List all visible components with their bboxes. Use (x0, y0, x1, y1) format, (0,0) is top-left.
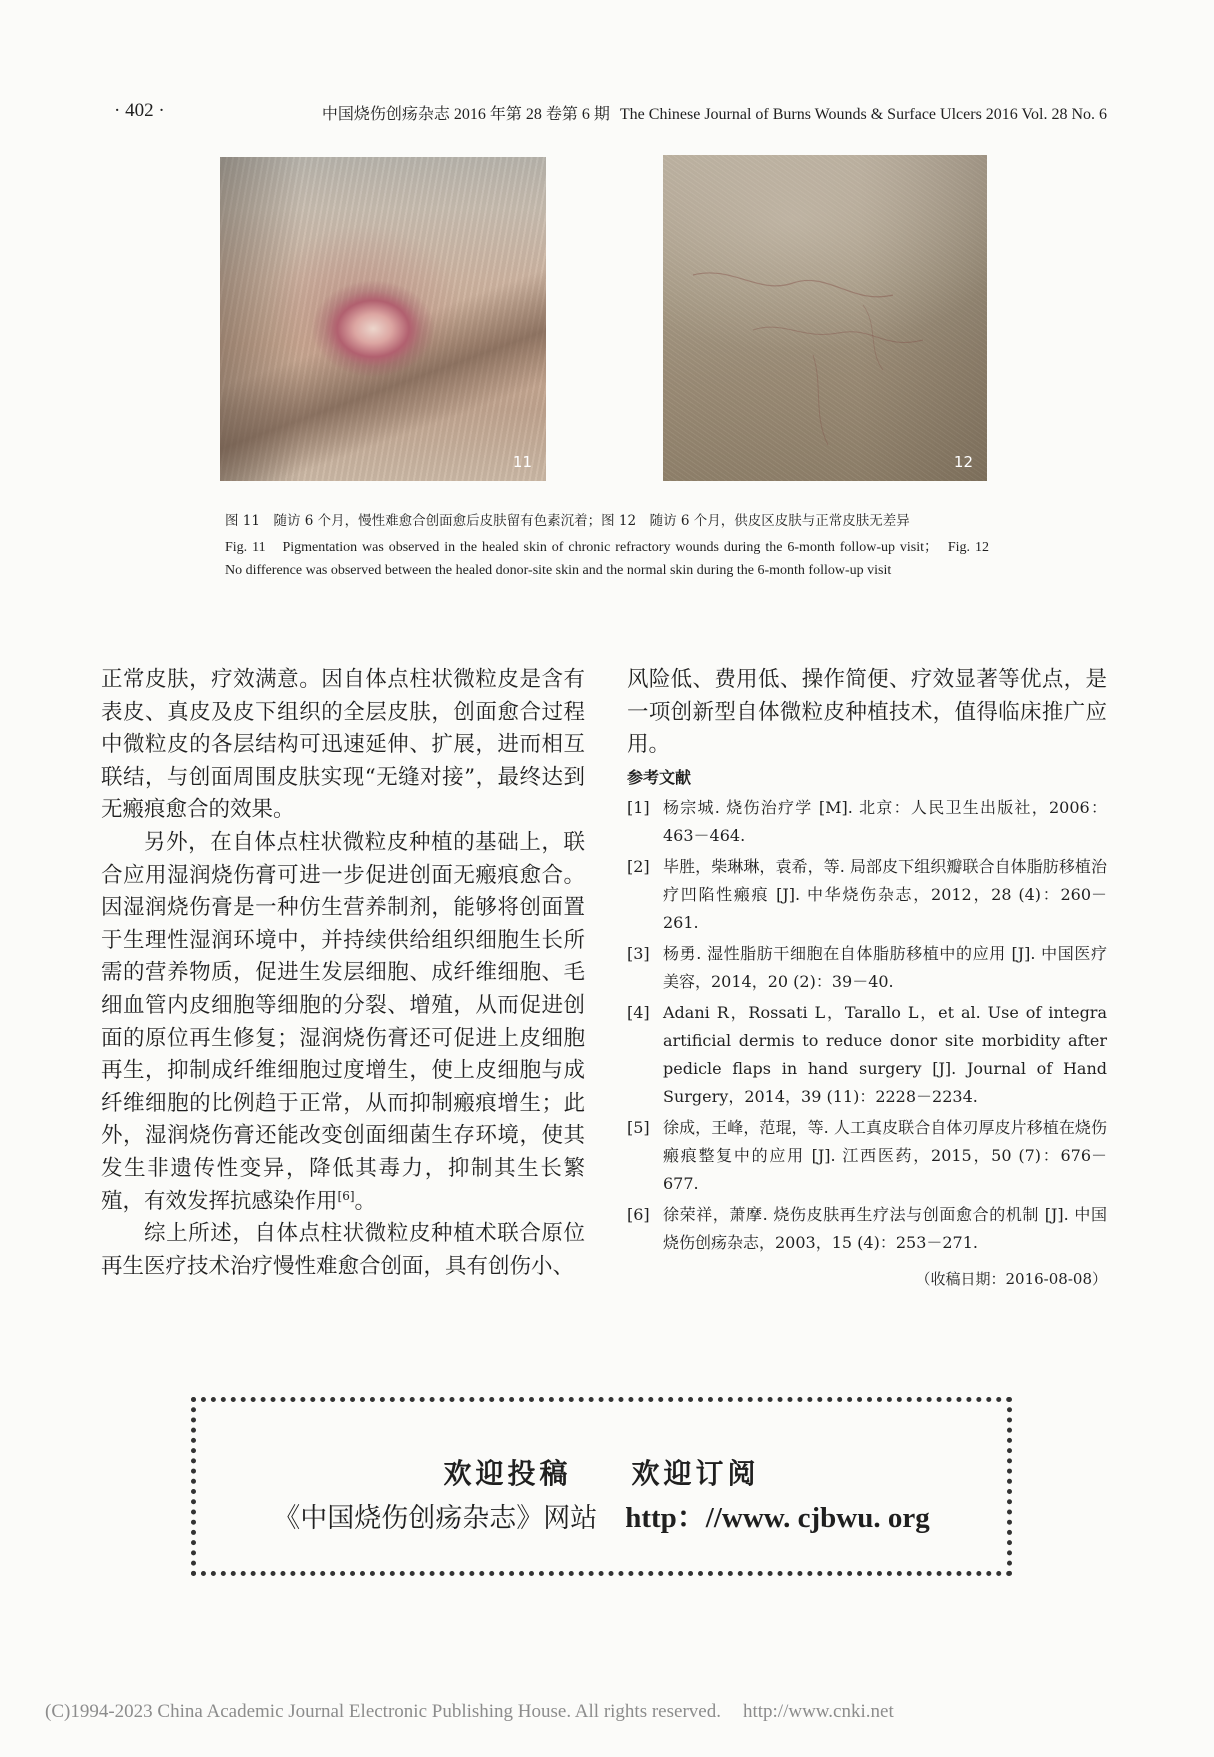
body-paragraph: 风险低、费用低、操作简便、疗效显著等优点，是一项创新型自体微粒皮种植技术，值得临床推广应用。 (627, 667, 1107, 758)
caption-chinese: 图 11 随访 6 个月，慢性难愈合创面愈后皮肤留有色素沉着；图 12 随访 6 个月，供皮区皮肤与正常皮肤无差异 (225, 513, 910, 529)
references-heading: 参考文献 (627, 767, 692, 787)
reference-text: 徐荣祥，萧摩. 烧伤皮肤再生疗法与创面愈合的机制 [J]. 中国烧伤创疡杂志，2003，15 (4)：253－271. (663, 1204, 1107, 1252)
reference-number: [5] (627, 1117, 650, 1137)
figure-11-label: 11 (512, 453, 532, 471)
reference-number: [4] (627, 1002, 650, 1022)
caption-english: Fig. 11 Pigmentation was observed in the healed skin of chronic refractory wounds during the 6-month follow-up visit； Fig. 12 No difference was observed between the healed donor-site skin and the normal skin during the 6-month follow-up visit (225, 540, 1003, 578)
left-column (101, 664, 585, 1283)
reference-text: Adani R，Rossati L，Tarallo L，et al. Use of integra artificial dermis to reduce donor site morbidity after pedicle flaps in hand surgery [J]. Journal of Hand Surgery，2014，39 (11)：2228－2234. (663, 1002, 1107, 1106)
body-paragraph (101, 827, 585, 1218)
page-number: · 402 · (114, 100, 165, 121)
reference-text: 毕胜，柴琳琳，袁希，等. 局部皮下组织瓣联合自体脂肪移植治疗凹陷性瘢痕 [J]. 中华烧伤杂志，2012，28 (4)：260－261. (663, 856, 1107, 932)
journal-title-en: The Chinese Journal of Burns Wounds & Surface Ulcers 2016 Vol. 28 No. 6 (619, 106, 1107, 123)
reference-number: [3] (627, 943, 650, 963)
reference-text: 徐成，王峰，范琨，等. 人工真皮联合自体刃厚皮片移植在烧伤瘢痕整复中的应用 [J]. 江西医药，2015，50 (7)：676－677. (663, 1117, 1107, 1193)
journal-notice-box (191, 1397, 1012, 1576)
figure-11-photo (220, 157, 546, 481)
figure-12-photo (663, 155, 987, 481)
notice-website (196, 1495, 1007, 1536)
cnki-link[interactable]: http://www.cnki.net (742, 1701, 894, 1722)
reference-number: [1] (627, 797, 650, 817)
reference-item (627, 853, 1107, 937)
body-paragraph: 综上所述，自体点柱状微粒皮种植术联合原位再生医疗技术治疗慢性难愈合创面，具有创伤小、 (101, 1221, 585, 1279)
reference-text: 杨勇. 湿性脂肪干细胞在自体脂肪移植中的应用 [J]. 中国医疗美容，2014，20 (2)：39－40. (663, 943, 1107, 991)
notice-headline (196, 1452, 1007, 1492)
paragraph-text: 另外，在自体点柱状微粒皮种植的基础上，联合应用湿润烧伤膏可进一步促进创面无瘢痕愈合。因湿润烧伤膏是一种仿生营养制剂，能够将创面置于生理性湿润环境中，并持续供给组织细胞生长所需的营养物质，促进生发层细胞、成纤维细胞、毛细血管内皮细胞等细胞的分裂、增殖，从而促进创面的原位再生修复；湿润烧伤膏还可促进上皮细胞再生，抑制成纤维细胞过度增生，使上皮细胞与成纤维细胞的比例趋于正常，从而抑制瘢痕增生；此外，湿润烧伤膏还能改变创面细菌生存环境，使其发生非遗传性变异，降低其毒力，抑制其生长繁殖，有效发挥抗感染作用 (101, 829, 585, 1214)
copyright-text: (C)1994-2023 China Academic Journal Electronic Publishing House. All rights reserved. (45, 1701, 721, 1722)
notice-submit: 欢迎投稿 (443, 1457, 572, 1490)
received-date: （收稿日期：2016-08-08） (915, 1270, 1107, 1288)
notice-subscribe: 欢迎订阅 (631, 1457, 760, 1490)
reference-item (627, 1114, 1107, 1198)
reference-number: [6] (627, 1204, 650, 1224)
reference-item (627, 794, 1107, 850)
journal-title-zh: 中国烧伤创疡杂志 2016 年第 28 卷第 6 期 (321, 106, 610, 123)
reference-text: 杨宗城. 烧伤治疗学 [M]. 北京：人民卫生出版社，2006：463－464. (663, 797, 1107, 845)
page-footer (45, 1701, 894, 1723)
reference-number: [2] (627, 856, 650, 876)
paragraph-end: 。 (354, 1188, 377, 1214)
skin-texture-veins (663, 155, 987, 481)
reference-item (627, 999, 1107, 1111)
reference-item (627, 940, 1107, 996)
right-column (627, 664, 1107, 1260)
figure-12-label: 12 (953, 453, 973, 471)
notice-url-link[interactable]: http：//www. cjbwu. org (625, 1502, 930, 1534)
figure-caption (225, 512, 1003, 582)
body-paragraph: 正常皮肤，疗效满意。因自体点柱状微粒皮是含有表皮、真皮及皮下组织的全层皮肤，创面愈合过程中微粒皮的各层结构可迅速延伸、扩展，进而相互联结，与创面周围皮肤实现“无缝对接”，最终达到无瘢痕愈合的效果。 (101, 667, 585, 823)
running-header (322, 101, 1107, 124)
citation-marker[interactable]: [6] (337, 1188, 355, 1203)
notice-site-label: 《中国烧伤创疡杂志》网站 (273, 1503, 598, 1534)
reference-item (627, 1201, 1107, 1257)
